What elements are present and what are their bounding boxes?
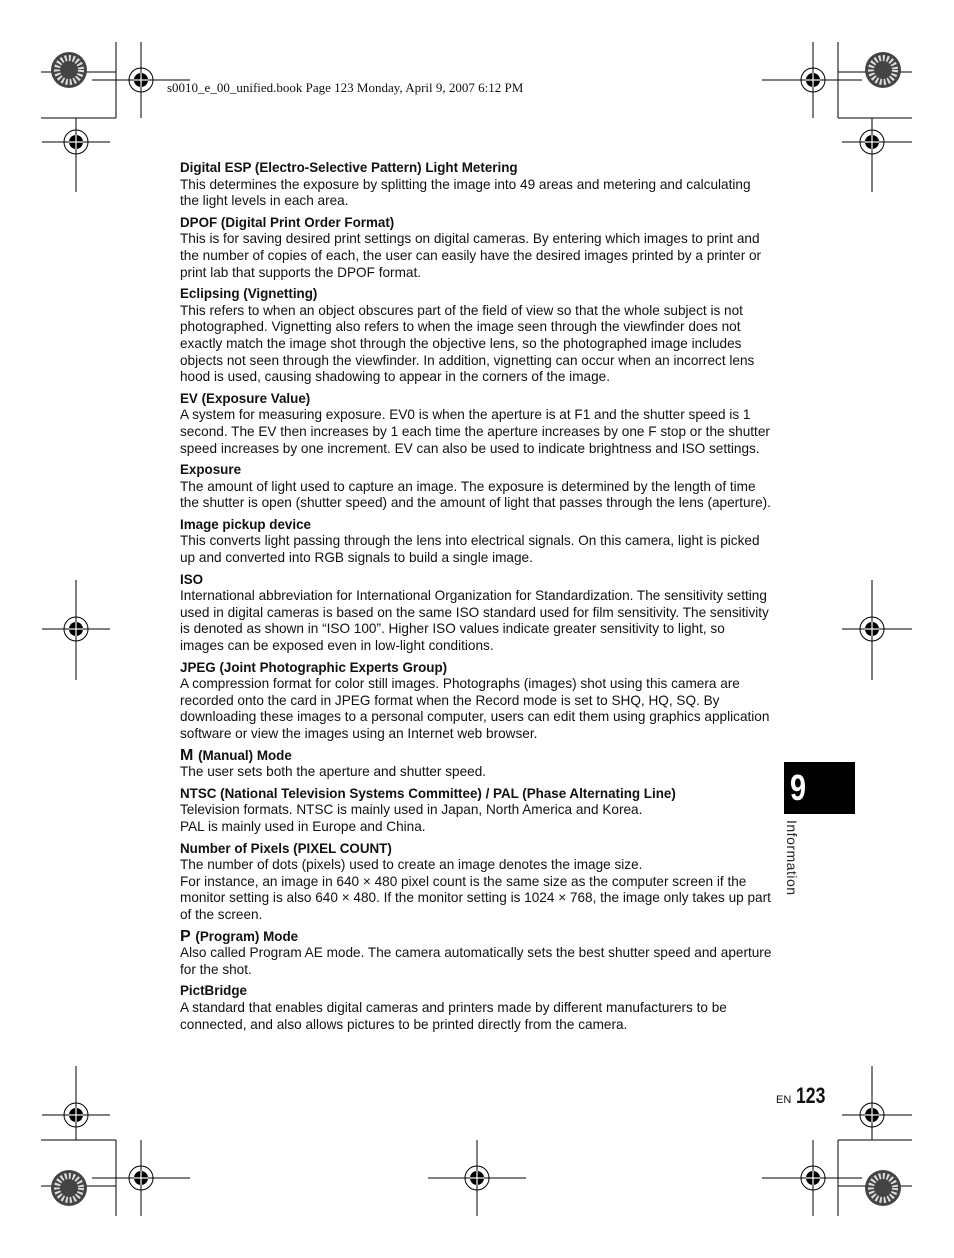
term-definition (180, 676, 772, 742)
term-definition (180, 231, 772, 281)
chapter-tab (784, 762, 855, 814)
glossary-entry (180, 983, 772, 1033)
term-title (180, 572, 772, 589)
term-title (180, 929, 772, 946)
term-definition (180, 407, 772, 457)
term-definition (180, 479, 772, 512)
term-title (180, 660, 772, 677)
term-definition (180, 303, 772, 386)
term-definition (180, 177, 772, 210)
glossary (180, 160, 772, 1038)
term-title-text: ISO (180, 571, 204, 587)
glossary-entry (180, 660, 772, 743)
page-number: 123 (795, 1083, 826, 1108)
definition-paragraph: Television formats. NTSC is mainly used in Japan, North America and Korea. (180, 802, 643, 818)
glossary-entry (180, 572, 772, 655)
definition-paragraph: The number of dots (pixels) used to create an image denotes the image size. (180, 857, 643, 873)
term-definition (180, 1000, 772, 1033)
page-footer (776, 1083, 832, 1109)
term-title-text: Image pickup device (180, 516, 311, 532)
term-title-text: (Program) Mode (195, 928, 299, 944)
term-title (180, 517, 772, 534)
glossary-entry (180, 786, 772, 836)
term-title (180, 215, 772, 232)
term-definition (180, 857, 772, 923)
term-title-text: EV (Exposure Value) (180, 390, 311, 406)
definition-paragraph: This converts light passing through the lens into electrical signals. On this camera, light is picked up and converted into RGB signals to build a single image. (180, 533, 760, 566)
definition-paragraph: This determines the exposure by splitting the image into 49 areas and metering and calculating the light levels in each area. (180, 176, 751, 209)
definition-paragraph: This is for saving desired print settings on digital cameras. By entering which images to print and the number of copies of each, the user can easily have the desired images printed by a printer or print lab that supports the DPOF format. (180, 231, 762, 280)
term-definition (180, 588, 772, 654)
term-title (180, 748, 772, 765)
term-title (180, 462, 772, 479)
mode-icon: M (180, 746, 194, 764)
glossary-entry (180, 215, 772, 281)
definition-paragraph: A standard that enables digital cameras and printers made by different manufacturers to be connected, and also allows pictures to be printed directly from the camera. (180, 999, 727, 1032)
term-title-text: Number of Pixels (PIXEL COUNT) (180, 840, 392, 856)
definition-paragraph: Also called Program AE mode. The camera automatically sets the best shutter speed and aperture for the shot. (180, 945, 772, 977)
glossary-entry (180, 748, 772, 781)
print-header: s0010_e_00_unified.book Page 123 Monday, April 9, 2007 6:12 PM (167, 80, 524, 95)
term-definition (180, 533, 772, 566)
term-title (180, 983, 772, 1000)
definition-paragraph: The user sets both the aperture and shutter speed. (180, 764, 487, 780)
chapter-number: 9 (790, 767, 807, 808)
term-title (180, 841, 772, 858)
glossary-entry (180, 462, 772, 512)
glossary-entry (180, 841, 772, 924)
term-title (180, 160, 772, 177)
language-code: EN (776, 1094, 792, 1106)
chapter-label: Information (784, 820, 800, 896)
definition-paragraph: A compression format for color still images. Photographs (images) shot using this camera are recorded onto the card in JPEG format when the Record mode is set to SHQ, HQ, SQ. By downloading these images to a personal computer, users can edit them using graphics application software or view the images using an Internet web browser. (180, 676, 770, 741)
glossary-entry (180, 160, 772, 210)
term-definition (180, 764, 772, 781)
term-title (180, 391, 772, 408)
term-title-text: NTSC (National Television Systems Committee) / PAL (Phase Alternating Line) (180, 785, 676, 801)
definition-paragraph: International abbreviation for International Organization for Standardization. The sensitivity setting used in digital cameras is based on the same ISO standard used for film sensitivity. The sensitivity is denoted as shown in “ISO 100”. Higher ISO values indicate greater sensitivity to light, so images can be exposed even in low-light conditions. (180, 588, 769, 654)
term-title-text: Eclipsing (Vignetting) (180, 286, 318, 302)
glossary-entry (180, 517, 772, 567)
term-definition (180, 802, 772, 835)
glossary-entry (180, 391, 772, 457)
term-title-text: PictBridge (180, 983, 247, 999)
term-title (180, 786, 772, 803)
term-title-text: Digital ESP (Electro-Selective Pattern) Light Metering (180, 160, 518, 175)
term-title-text: JPEG (Joint Photographic Experts Group) (180, 659, 448, 675)
term-title-text: Exposure (180, 462, 242, 478)
term-definition (180, 945, 772, 978)
definition-paragraph: PAL is mainly used in Europe and China. (180, 818, 426, 834)
definition-paragraph: For instance, an image in 640 × 480 pixel count is the same size as the computer screen if the monitor setting is also 640 × 480. If the monitor setting is 1024 × 768, the image only takes up part of the screen. (180, 873, 771, 922)
glossary-entry (180, 286, 772, 386)
glossary-entry (180, 929, 772, 979)
term-title (180, 286, 772, 303)
term-title-text: DPOF (Digital Print Order Format) (180, 214, 395, 230)
mode-icon: P (180, 927, 191, 945)
definition-paragraph: A system for measuring exposure. EV0 is when the aperture is at F1 and the shutter speed is 1 second. The EV then increases by 1 each time the aperture increases by one F stop or the shutter speed increases by one increment. EV can also be used to indicate brightness and ISO settings. (180, 407, 770, 456)
definition-paragraph: The amount of light used to capture an image. The exposure is determined by the length of time the shutter is open (shutter speed) and the amount of light that passes through the lens (aperture). (180, 478, 771, 511)
definition-paragraph: This refers to when an object obscures part of the field of view so that the whole subject is not photographed. Vignetting also refers to when the image seen through the viewfinder does not exactly match the image shot through the objective lens, so the photographed image includes objects not seen through the viewfinder. In addition, vignetting can occur when an incorrect lens hood is used, causing shadowing to appear in the corners of the image. (180, 302, 755, 385)
term-title-text: (Manual) Mode (198, 747, 292, 763)
